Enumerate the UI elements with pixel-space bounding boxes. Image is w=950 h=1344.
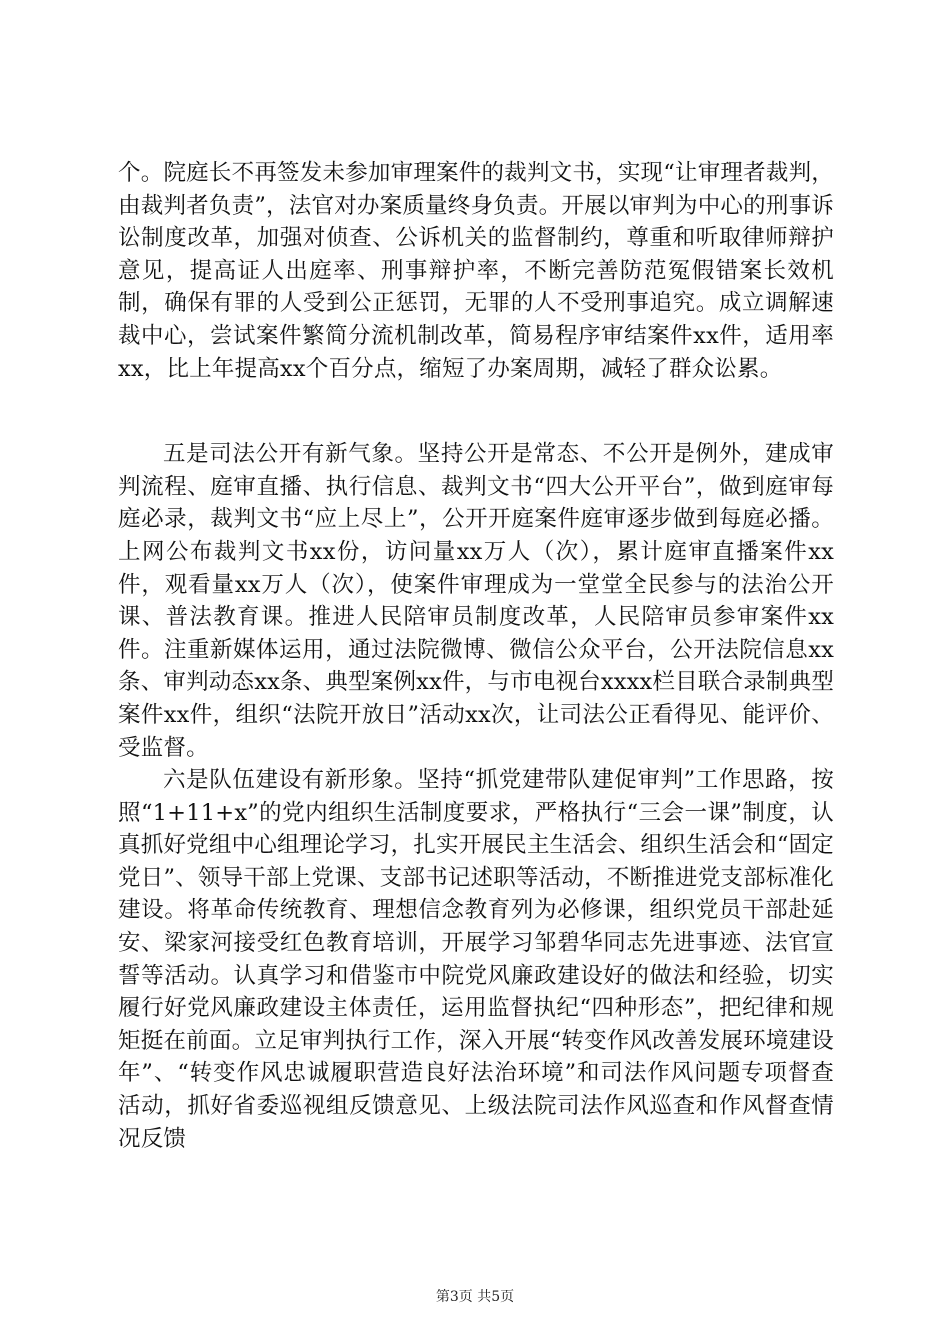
paragraph-spacer bbox=[118, 385, 834, 438]
page-number-footer: 第3页 共5页 bbox=[435, 1289, 515, 1305]
paragraph-judicial-openness: 五是司法公开有新气象。坚持公开是常态、不公开是例外，建成审判流程、庭审直播、执行信息、裁判文书“四大公开平台”，做到庭审每庭必录，裁判文书“应上尽上”，公开开庭案件庭审逐步做到每庭必播。上网公布裁判文书xx份，访问量xx万人（次），累计庭审直播案件xx件，观看量xx万人（次），使案件审理成为一堂堂全民参与的法治公开课、普法教育课。推进人民陪审员制度改革，人民陪审员参审案件xx件。注重新媒体运用，通过法院微博、微信公众平台，公开法院信息xx条、审判动态xx条、典型案例xx件，与市电视台xxxx栏目联合录制典型案件xx件，组织“法院开放日”活动xx次，让司法公正看得见、能评价、受监督。 bbox=[118, 441, 835, 761]
paragraph-continuation: 个。院庭长不再签发未参加审理案件的裁判文书，实现“让审理者裁判，由裁判者负责”，法官对办案质量终身负责。开展以审判为中心的刑事诉讼制度改革，加强对侦查、公诉机关的监督制约，尊重和听取律师辩护意见，提高证人出庭率、刑事辩护率，不断完善防范冤假错案长效机制，确保有罪的人受到公正惩罚，无罪的人不受刑事追究。成立调解速裁中心，尝试案件繁简分流机制改革，简易程序审结案件xx件，适用率xx，比上年提高xx个百分点，缩短了办案周期，减轻了群众讼累。 bbox=[118, 160, 834, 382]
document-body bbox=[118, 157, 834, 1155]
paragraph-team-building: 六是队伍建设有新形象。坚持“抓党建带队建促审判”工作思路，按照“1+11+x”的党内组织生活制度要求，严格执行“三会一课”制度，认真抓好党组中心组理论学习，扎实开展民主生活会、组织生活会和“固定党日”、领导干部上党课、支部书记述职等活动，不断推进党支部标准化建设。将革命传统教育、理想信念教育列为必修课，组织党员干部赴延安、梁家河接受红色教育培训，开展学习邹碧华同志先进事迹、法官宣誓等活动。认真学习和借鉴市中院党风廉政建设好的做法和经验，切实履行好党风廉政建设主体责任，运用监督执纪“四种形态”，把纪律和规矩挺在前面。立足审判执行工作，深入开展“转变作风改善发展环境建设年”、“转变作风忠诚履职营造良好法治环境”和司法作风问题专项督查活动，抓好省委巡视组反馈意见、上级法院司法作风巡查和作风督查情况反馈 bbox=[118, 767, 834, 1152]
